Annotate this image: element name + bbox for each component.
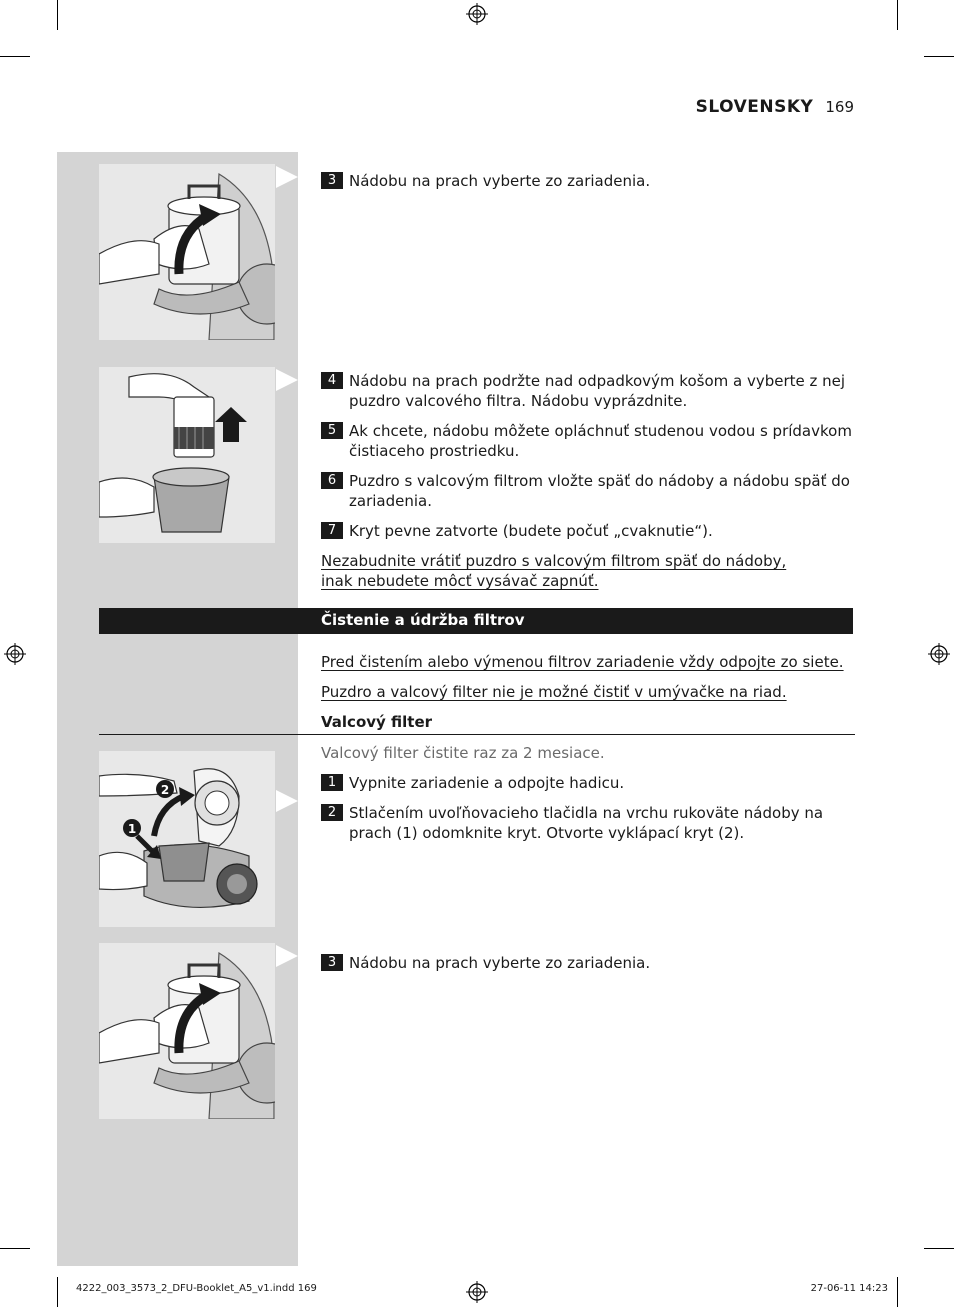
note-dishwasher: Puzdro a valcový filter nie je možné čistiť v umývačke na riad. [321,683,787,701]
callout-label: 2 [160,783,170,797]
section-title: Čistenie a údržba filtrov [321,611,525,629]
intro-text: Valcový filter čistite raz za 2 mesiace. [321,744,605,762]
language-label: SLOVENSKY [695,97,814,117]
subheading: Valcový filter [321,713,433,731]
steps-top [321,171,855,191]
illustration-remove-container-2 [99,943,275,1119]
step-item [321,421,855,461]
step-item [321,953,855,973]
step-text: Vypnite zariadenie a odpojte hadicu. [349,774,625,792]
steps-middle [321,371,855,591]
step-text: Nádobu na prach vyberte zo zariadenia. [349,172,651,190]
step-item [321,803,855,843]
step-text: Kryt pevne zatvorte (budete počuť „cvaknutie“). [349,522,713,540]
registration-mark-icon [928,643,950,665]
footer-timestamp: 27-06-11 14:23 [810,1283,888,1294]
step-number: 2 [321,804,343,821]
step-text: Stlačením uvoľňovacieho tlačidla na vrchu rukoväte nádoby na prach (1) odomknite kryt. Otvorte vyklápací kryt (2). [349,804,824,842]
note-unplug: Pred čistením alebo výmenou filtrov zariadenie vždy odpojte zo siete. [321,653,844,671]
step-text: Nádobu na prach podržte nad odpadkovým košom a vyberte z nej puzdro valcového filtra. Nádobu vyprázdnite. [349,372,846,410]
steps-bottom [321,953,855,973]
illustration-remove-container [99,164,275,340]
note-reinsert: Nezabudnite vrátiť puzdro s valcovým filtrom späť do nádoby, inak nebudete môcť vysávač zapnúť. [321,552,787,590]
crop-mark [0,56,30,57]
crop-mark [57,0,58,30]
callout-label: 1 [127,822,137,836]
step-item [321,521,855,541]
crop-mark [897,1277,898,1307]
crop-mark [0,1248,30,1249]
divider-rule [99,734,855,735]
registration-mark-icon [4,643,26,665]
illustration-empty-container [99,367,275,543]
pointer-arrow [276,790,298,812]
pointer-arrow [276,945,298,967]
crop-mark [57,1277,58,1307]
step-number: 3 [321,172,343,189]
step-text: Puzdro s valcovým filtrom vložte späť do nádoby a nádobu späť do zariadenia. [349,472,850,510]
step-number: 7 [321,522,343,539]
step-item [321,471,855,511]
step-number: 1 [321,774,343,791]
registration-mark-icon [466,1281,488,1303]
step-item [321,171,855,191]
crop-mark [897,0,898,30]
section-header-bar [99,608,853,634]
step-number: 3 [321,954,343,971]
page-number: 169 [825,98,854,116]
illustration-open-cover [99,751,275,927]
step-number: 5 [321,422,343,439]
crop-mark [924,56,954,57]
step-item [321,371,855,411]
step-item [321,773,855,793]
crop-mark [924,1248,954,1249]
section-notes [321,652,855,732]
registration-mark-icon [466,3,488,25]
pointer-arrow [276,369,298,391]
pointer-arrow [276,166,298,188]
footer-file-info: 4222_003_3573_2_DFU-Booklet_A5_v1.indd 169 [76,1283,317,1294]
page-header [696,97,854,117]
step-number: 6 [321,472,343,489]
steps-filter [321,743,855,843]
step-number: 4 [321,372,343,389]
step-text: Nádobu na prach vyberte zo zariadenia. [349,954,651,972]
step-text: Ak chcete, nádobu môžete opláchnuť studenou vodou s prídavkom čistiaceho prostriedku. [349,422,852,460]
